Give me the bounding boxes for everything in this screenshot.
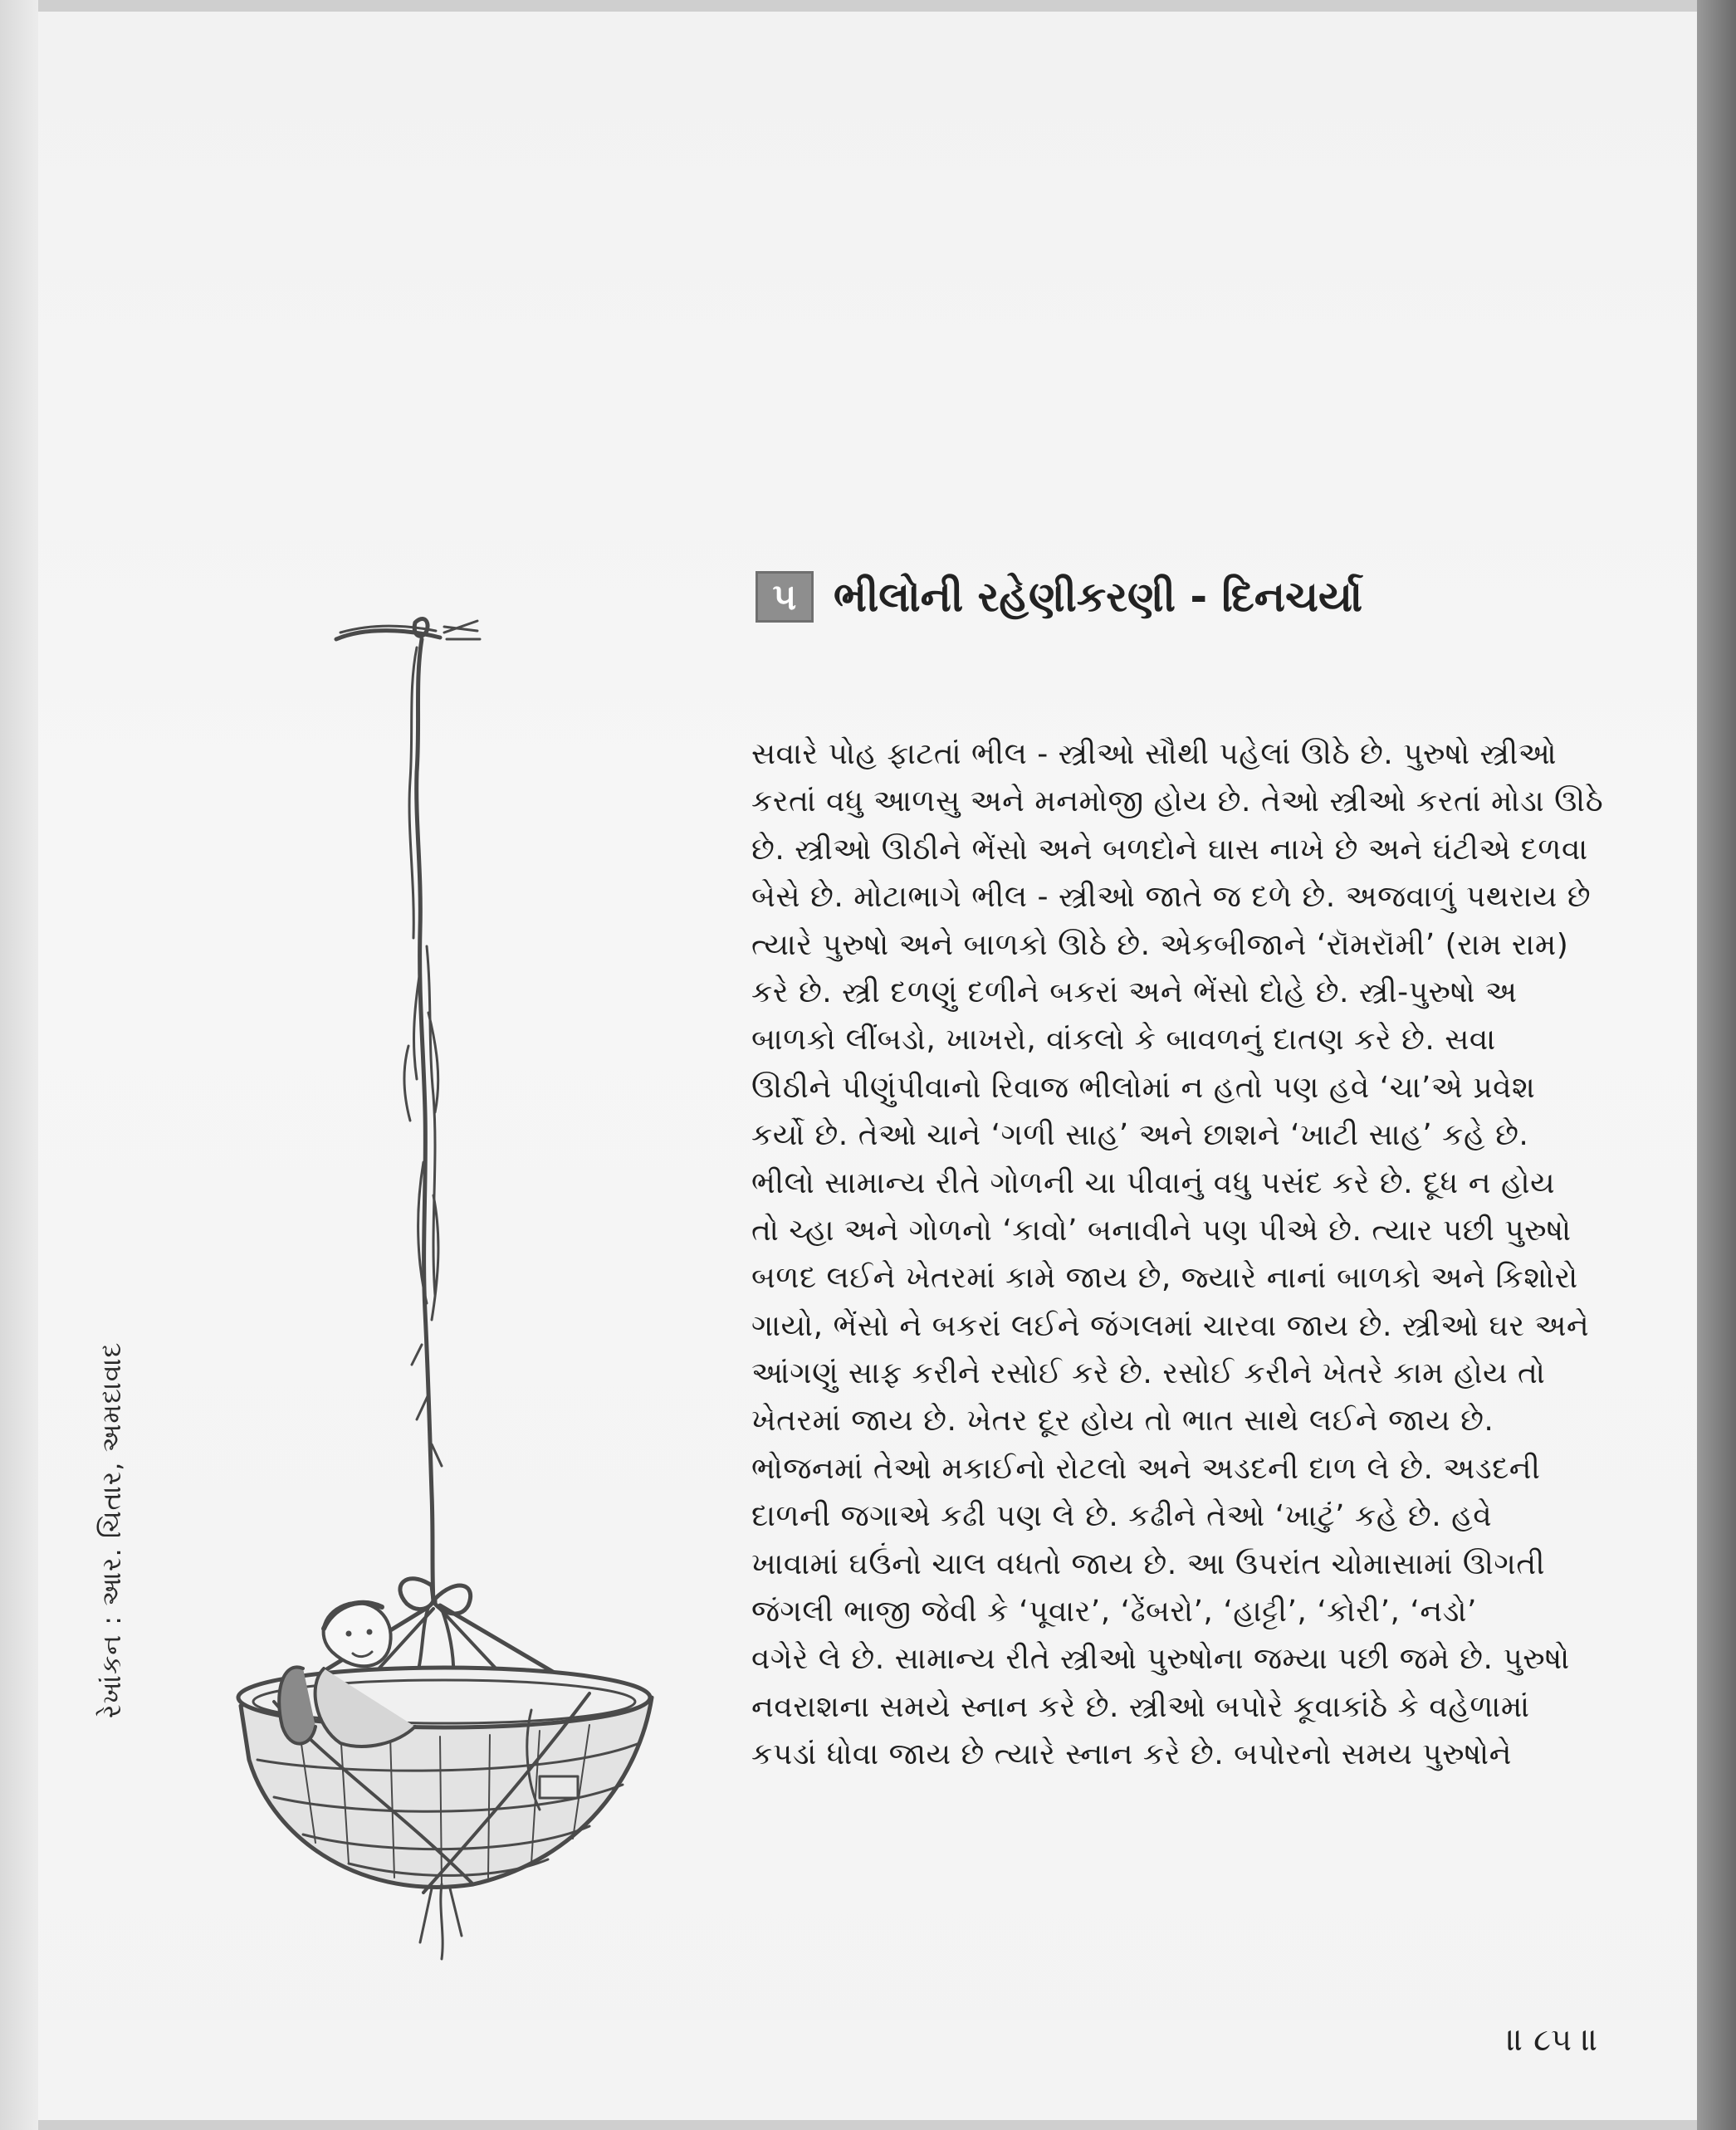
body-line: ભીલો સામાન્ય રીતે ગોળની ચા પીવાનું વધુ પસંદ કરે છે. દૂધ ન હોય bbox=[751, 1165, 1556, 1200]
body-line: સવારે પોહ ફાટતાં ભીલ - સ્ત્રીઓ સૌથી પહેલાં ઊઠે છે. પુરુષો સ્ત્રીઓ bbox=[751, 737, 1558, 771]
body-line: કરે છે. સ્ત્રી દળણું દળીને બકરાં અને ભેંસો દોહે છે. સ્ત્રી-પુરુષો અ bbox=[751, 975, 1518, 1009]
body-line: ઊઠીને પીણુંપીવાનો રિવાજ ભીલોમાં ન હતો પણ હવે ‘ચા’એ પ્રવેશ bbox=[751, 1070, 1536, 1105]
body-line: કર્યો છે. તેઓ ચાને ‘ગળી સાહ’ અને છાશને ‘ખાટી સાહ’ કહે છે. bbox=[751, 1118, 1529, 1153]
body-line: કરતાં વધુ આળસુ અને મનમોજી હોય છે. તેઓ સ્ત્રીઓ કરતાં મોડા ઊઠે bbox=[751, 784, 1604, 819]
chapter-number-badge: ૫ bbox=[756, 571, 814, 623]
hanging-cradle-illustration bbox=[224, 581, 689, 1992]
body-line: નવરાશના સમયે સ્નાન કરે છે. સ્ત્રીઓ બપોરે કૂવાકાંઠે કે વહેળામાં bbox=[751, 1689, 1530, 1724]
illustration-credit: રેખાંકન : આર. ચિતાર, અમદાવાદ bbox=[95, 1341, 127, 1718]
body-line: ખાવામાં ઘઉંનો ચાલ વધતો જાય છે. આ ઉપરાંત ચોમાસામાં ઊગતી bbox=[751, 1546, 1546, 1581]
body-line: તો ચ્હા અને ગોળનો ‘કાવો’ બનાવીને પણ પીએ છે. ત્યાર પછી પુરુષો bbox=[751, 1213, 1572, 1248]
body-line: છે. સ્ત્રીઓ ઊઠીને ભેંસો અને બળદોને ઘાસ નાખે છે અને ઘંટીએ દળવા bbox=[751, 832, 1588, 867]
body-line: ગાયો, ભેંસો ને બકરાં લઈને જંગલમાં ચારવા જાય છે. સ્ત્રીઓ ઘર અને bbox=[751, 1308, 1590, 1343]
body-line: ભોજનમાં તેઓ મકાઈનો રોટલો અને અડદની દાળ લે છે. અડદની bbox=[751, 1451, 1541, 1486]
body-line: ત્યારે પુરુષો અને બાળકો ઊઠે છે. એકબીજાને ‘રૉમરૉમી’ (રામ રામ) bbox=[751, 927, 1569, 962]
body-line: વગેરે લે છે. સામાન્ય રીતે સ્ત્રીઓ પુરુષોના જમ્યા પછી જમે છે. પુરુષો bbox=[751, 1642, 1570, 1677]
body-line: ખેતરમાં જાય છે. ખેતર દૂર હોય તો ભાત સાથે લઈને જાય છે. bbox=[751, 1404, 1494, 1439]
body-line: બાળકો લીંબડો, ખાખરો, વાંકલો કે બાવળનું દાતણ કરે છે. સવા bbox=[751, 1023, 1496, 1058]
body-line: બળદ લઈને ખેતરમાં કામે જાય છે, જ્યારે નાનાં બાળકો અને કિશોરો bbox=[751, 1261, 1578, 1296]
chapter-title: ભીલોની રહેણીકરણી - દિનચર્યા bbox=[834, 572, 1363, 621]
chapter-heading bbox=[756, 569, 1362, 624]
page-edge-right bbox=[1697, 0, 1736, 2130]
body-line: જંગલી ભાજી જેવી કે ‘પૂવાર’, ‘ઢેંબરો’, ‘હાટ્ટી’, ‘કોરી’, ‘નડો’ bbox=[751, 1595, 1477, 1629]
page-shadow-left bbox=[0, 0, 38, 2130]
body-line: આંગણું સાફ કરીને રસોઈ કરે છે. રસોઈ કરીને ખેતરે કામ હોય તો bbox=[751, 1356, 1546, 1391]
body-paragraph bbox=[751, 730, 1615, 1779]
body-line: દાળની જગાએ કઢી પણ લે છે. કઢીને તેઓ ‘ખાટું’ કહે છે. હવે bbox=[751, 1499, 1493, 1534]
page-number: ॥ ૮૫ ॥ bbox=[1507, 2021, 1599, 2058]
body-line: બેસે છે. મોટાભાગે ભીલ - સ્ત્રીઓ જાતે જ દળે છે. અજવાળું પથરાય છે bbox=[751, 880, 1592, 915]
body-line: કપડાં ધોવા જાય છે ત્યારે સ્નાન કરે છે. બપોરનો સમય પુરુષોને bbox=[751, 1737, 1512, 1772]
